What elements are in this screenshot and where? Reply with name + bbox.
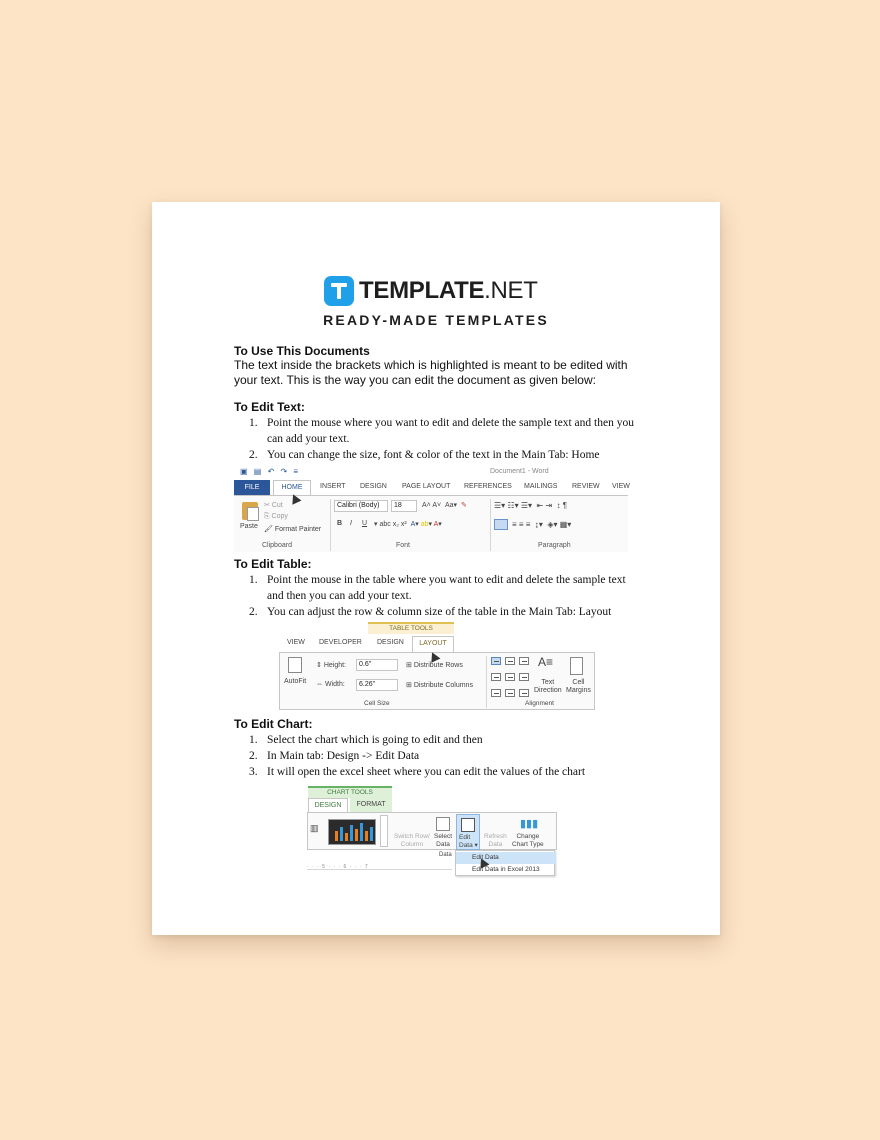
clipboard-group-label: Clipboard <box>262 542 292 549</box>
table-tools-screenshot <box>279 622 595 710</box>
width-input[interactable]: 6.26" <box>356 679 398 691</box>
template-logo-icon <box>324 276 354 306</box>
tab-format[interactable]: FORMAT <box>350 798 392 812</box>
list-buttons[interactable]: ☰▾ ☷▾ ☰▾ ⇤ ⇥ ↕ ¶ <box>494 501 568 510</box>
tab-home[interactable]: HOME <box>273 480 311 496</box>
distribute-columns-button[interactable]: ⊞ Distribute Columns <box>406 682 473 689</box>
distribute-rows-button[interactable]: ⊞ Distribute Rows <box>406 662 463 669</box>
font-group-label: Font <box>396 542 411 549</box>
font-size-controls[interactable]: A˄ A˅ Aa▾ ✎ <box>422 502 467 509</box>
group-divider <box>486 656 487 708</box>
cut-button[interactable]: ✂ Cut <box>264 502 283 509</box>
underline-button[interactable]: U <box>362 520 368 527</box>
quick-access-icons: ▣ ▤ ↶ ↷ ≡ <box>240 467 301 476</box>
edit-text-heading: To Edit Text: <box>234 400 305 414</box>
align-bottom-center-button[interactable] <box>505 689 515 697</box>
align-bottom-left-button[interactable] <box>491 689 501 697</box>
tab-view[interactable]: VIEW <box>612 483 630 490</box>
intro-heading: To Use This Documents <box>234 344 370 358</box>
select-data-icon[interactable] <box>436 817 450 831</box>
autofit-icon[interactable] <box>288 657 302 673</box>
edit-data-label: Edit Data ▾ <box>459 834 478 849</box>
tab-developer[interactable]: DEVELOPER <box>319 639 362 646</box>
align-middle-left-button[interactable] <box>491 673 501 681</box>
cell-size-group-label: Cell Size <box>364 700 390 707</box>
select-data-button[interactable]: Select Data <box>434 833 453 848</box>
autofit-button[interactable]: AutoFit <box>284 678 307 685</box>
intro-body: The text inside the brackets which is highlighted is meant to be edited with your text. This is the way you can edit the document as given below: <box>234 358 628 387</box>
paragraph-align-buttons[interactable]: ≡ ≡ ≡ ↨▾ ◈▾ ▦▾ <box>512 520 572 529</box>
menu-item-edit-data-in-excel[interactable]: Edit Data in Excel 2013 <box>472 866 540 873</box>
chart-style-thumbnail[interactable] <box>328 819 376 845</box>
chart-style-prev-icon[interactable]: ▥ <box>310 823 319 833</box>
paste-button[interactable]: Paste <box>240 523 258 530</box>
align-top-right-button[interactable] <box>519 657 529 665</box>
align-left-button[interactable] <box>494 519 508 530</box>
list-item: 1. Point the mouse in the table where you want to edit and delete the sample text and then you can add your text. <box>249 574 626 602</box>
edit-chart-steps <box>249 732 639 780</box>
document-title: Document1 - Word <box>490 468 549 475</box>
document-ruler: · · · 5 · · · 6 · · · 7 <box>307 864 452 870</box>
chart-styles-scroll[interactable] <box>380 815 388 847</box>
group-divider <box>330 499 331 551</box>
list-item: 1. Point the mouse where you want to edit and delete the sample text and then you can add your text. <box>249 417 634 445</box>
ribbon-home-panel <box>234 495 628 552</box>
chart-tools-context-label: CHART TOOLS <box>308 786 392 798</box>
change-chart-type-icon[interactable]: ▮▮▮ <box>520 818 539 830</box>
list-item: 1. Select the chart which is going to edit and then <box>249 734 483 746</box>
chart-tools-screenshot <box>307 786 557 878</box>
alignment-group-label: Alignment <box>525 700 554 707</box>
font-size-select[interactable]: 18 <box>391 500 417 512</box>
font-effect-buttons[interactable]: ▾ abc x₂ x² A▾ ab▾ A▾ <box>374 521 442 528</box>
list-item: 2. You can adjust the row & column size of the table in the Main Tab: Layout <box>249 606 612 618</box>
list-item: 2. You can change the size, font & color of the text in the Main Tab: Home <box>249 449 600 461</box>
brand-name: TEMPLATE.NET <box>359 277 538 304</box>
font-family-select[interactable]: Calibri (Body) <box>334 500 388 512</box>
word-ribbon-screenshot <box>234 464 628 552</box>
chart-design-panel <box>307 812 557 850</box>
alignment-grid <box>491 657 533 697</box>
brand-tagline: READY-MADE TEMPLATES <box>323 312 549 328</box>
italic-button[interactable]: I <box>350 520 352 527</box>
align-top-left-button[interactable] <box>491 657 501 665</box>
paste-icon[interactable] <box>242 502 258 520</box>
tab-layout[interactable]: LAYOUT <box>412 636 454 652</box>
tab-design[interactable]: DESIGN <box>360 483 387 490</box>
document-page <box>152 202 720 935</box>
paragraph-group-label: Paragraph <box>538 542 571 549</box>
height-label: ⇕ Height: <box>316 662 346 669</box>
text-direction-icon[interactable]: A≡ <box>538 655 554 669</box>
ribbon-tabs <box>234 480 628 495</box>
cell-margins-button[interactable]: Cell Margins <box>566 679 591 694</box>
mouse-cursor-icon <box>289 492 302 504</box>
list-item: 2. In Main tab: Design -> Edit Data <box>249 750 420 762</box>
height-input[interactable]: 0.6" <box>356 659 398 671</box>
change-chart-type-button[interactable]: Change Chart Type <box>512 833 544 848</box>
switch-row-column-button[interactable]: Switch Row/ Column <box>394 833 430 848</box>
layout-panel <box>279 652 595 710</box>
edit-data-menu <box>455 850 555 876</box>
width-label: ⇔ Width: <box>316 681 345 688</box>
tab-insert[interactable]: INSERT <box>320 483 346 490</box>
edit-chart-heading: To Edit Chart: <box>234 717 313 731</box>
text-direction-button[interactable]: Text Direction <box>534 679 562 694</box>
edit-data-icon <box>461 818 475 832</box>
tab-design[interactable]: DESIGN <box>308 798 348 812</box>
quick-access-toolbar <box>234 464 628 478</box>
cell-margins-icon[interactable] <box>570 657 583 675</box>
edit-table-heading: To Edit Table: <box>234 557 312 571</box>
tab-file[interactable]: FILE <box>234 480 270 495</box>
align-bottom-right-button[interactable] <box>519 689 529 697</box>
tab-mailings[interactable]: MAILINGS <box>524 483 558 490</box>
tab-page-layout[interactable]: PAGE LAYOUT <box>402 483 451 490</box>
data-group-label: Data <box>439 852 452 858</box>
align-middle-center-button[interactable] <box>505 673 515 681</box>
list-item: 3. It will open the excel sheet where you can edit the values of the chart <box>249 766 586 778</box>
group-divider <box>490 499 491 551</box>
table-tools-context-label: TABLE TOOLS <box>368 622 454 634</box>
edit-text-steps <box>249 415 639 463</box>
edit-data-button[interactable] <box>456 814 480 850</box>
edit-table-steps <box>249 572 639 620</box>
format-painter-button[interactable]: 🖌 Format Painter <box>264 526 322 533</box>
tab-view[interactable]: VIEW <box>287 639 305 646</box>
tab-design[interactable]: DESIGN <box>377 639 404 646</box>
copy-button[interactable]: ⎘ Copy <box>264 513 288 520</box>
tab-review[interactable]: REVIEW <box>572 483 600 490</box>
refresh-data-button[interactable]: Refresh Data <box>484 833 507 848</box>
menu-item-edit-data[interactable]: Edit Data <box>456 852 556 864</box>
align-middle-right-button[interactable] <box>519 673 529 681</box>
tab-references[interactable]: REFERENCES <box>464 483 512 490</box>
bold-button[interactable]: B <box>337 520 343 527</box>
align-top-center-button[interactable] <box>505 657 515 665</box>
brand-logo <box>324 276 538 306</box>
